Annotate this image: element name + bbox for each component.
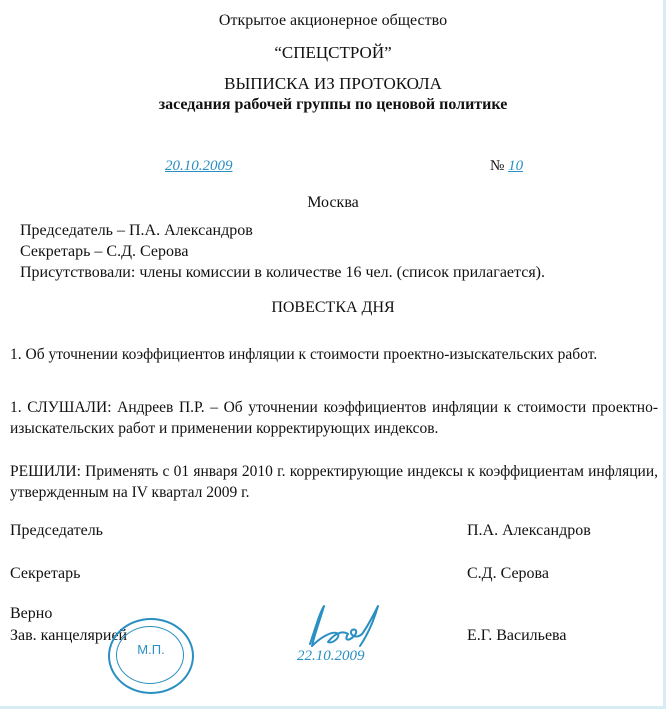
org-name: “СПЕЦСТРОЙ”: [274, 43, 392, 62]
document-date: 20.10.2009: [165, 158, 233, 174]
clerk-role: Зав. канцелярией: [10, 627, 128, 644]
secretary-line: Секретарь – С.Д. Серова: [20, 243, 189, 260]
chair-name: П.А. Александров: [467, 522, 591, 539]
heard-paragraph: 1. СЛУШАЛИ: Андреев П.Р. – Об уточнении коэффициентов инфляции к стоимости проектно-изыскательских работ и применении корректирующих индексов.: [10, 399, 658, 437]
chair-role: Председатель: [10, 522, 103, 539]
signature-date: 22.10.2009: [297, 648, 365, 664]
handwritten-signature: [298, 600, 388, 652]
agenda-item: 1. Об уточнении коэффициентов инфляции к стоимости проектно-изыскательских работ.: [10, 346, 598, 363]
agenda-title: ПОВЕСТКА ДНЯ: [271, 299, 395, 316]
secretary-name: С.Д. Серова: [467, 565, 549, 582]
stamp-text: М.П.: [137, 642, 165, 657]
number-value: 10: [508, 158, 524, 174]
secretary-role: Секретарь: [10, 565, 81, 582]
verified-label: Верно: [10, 605, 53, 622]
number-label: №: [490, 158, 505, 174]
clerk-name: Е.Г. Васильева: [467, 627, 567, 644]
org-type: Открытое акционерное общество: [218, 12, 448, 29]
city: Москва: [307, 194, 359, 211]
stamp: [108, 618, 194, 694]
document-title: ВЫПИСКА ИЗ ПРОТОКОЛА: [224, 74, 442, 93]
present-line: Присутствовали: члены комиссии в количестве 16 чел. (список прилагается).: [20, 264, 545, 281]
chair-line: Председатель – П.А. Александров: [20, 222, 253, 239]
document-number: [490, 158, 523, 175]
document-subtitle: заседания рабочей группы по ценовой политике: [158, 96, 508, 113]
decision-paragraph: РЕШИЛИ: Применять с 01 января 2010 г. корректирующие индексы к коэффициентам инфляции, утвержденным на IV квартал 2009 г.: [10, 463, 658, 501]
